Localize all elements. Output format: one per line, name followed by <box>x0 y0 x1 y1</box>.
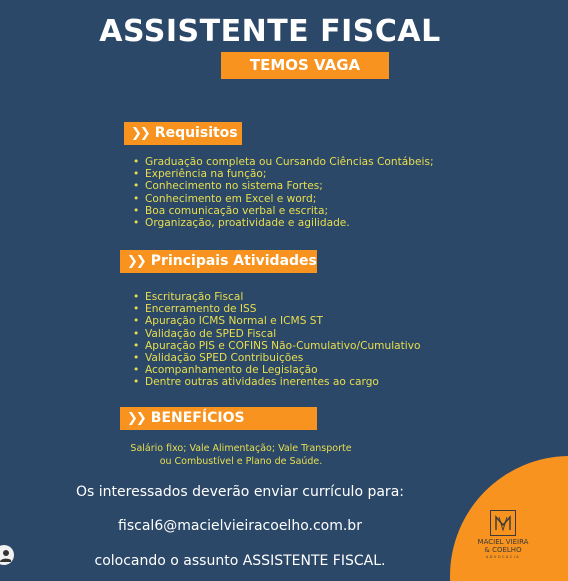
company-logo <box>466 510 540 559</box>
list-item: • Escrituração Fiscal <box>133 291 421 303</box>
contact-email: fiscal6@macielvieiracoelho.com.br <box>118 518 362 534</box>
double-chevron-right-icon: ❯❯ <box>127 411 145 426</box>
contact-subject: colocando o assunto ASSISTENTE FISCAL. <box>94 553 386 569</box>
logo-subtitle: ADVOCACIA <box>485 555 521 559</box>
list-item: • Validação de SPED Fiscal <box>133 328 421 340</box>
list-item: • Conhecimento em Excel e word; <box>133 193 434 205</box>
requisitos-header <box>124 122 242 145</box>
list-item: • Boa comunicação verbal e escrita; <box>133 205 434 217</box>
beneficios-line: ou Combustível e Plano de Saúde. <box>159 456 323 467</box>
page-title: ASSISTENTE FISCAL <box>99 14 441 49</box>
logo-name <box>466 538 540 554</box>
requisitos-list <box>133 156 434 229</box>
list-item: • Apuração PIS e COFINS Não-Cumulativo/Cumulativo <box>133 340 421 352</box>
beneficios-header <box>120 407 317 430</box>
list-item: • Dentre outras atividades inerentes ao cargo <box>133 376 421 388</box>
beneficios-line: Salário fixo; Vale Alimentação; Vale Transporte <box>130 443 352 454</box>
mv-monogram-icon <box>494 514 512 532</box>
atividades-header <box>120 250 317 273</box>
user-avatar-icon[interactable] <box>0 545 14 565</box>
atividades-heading: Principais Atividades <box>150 253 317 269</box>
list-item: • Encerramento de ISS <box>133 303 421 315</box>
vacancy-badge: TEMOS VAGA <box>221 52 389 79</box>
logo-name-line: MACIEL VIEIRA <box>477 538 529 546</box>
logo-name-line: & COELHO <box>484 546 522 554</box>
person-icon <box>0 548 11 562</box>
contact-instruction: Os interessados deverão enviar currículo para: <box>76 484 404 500</box>
atividades-list <box>133 291 421 389</box>
list-item: • Conhecimento no sistema Fortes; <box>133 180 434 192</box>
list-item: • Organização, proatividade e agilidade. <box>133 217 434 229</box>
beneficios-text <box>112 442 370 468</box>
double-chevron-right-icon: ❯❯ <box>127 254 145 269</box>
list-item: • Apuração ICMS Normal e ICMS ST <box>133 315 421 327</box>
logo-mark-icon <box>490 510 516 536</box>
list-item: • Experiência na função; <box>133 168 434 180</box>
list-item: • Graduação completa ou Cursando Ciências Contábeis; <box>133 156 434 168</box>
double-chevron-right-icon: ❯❯ <box>131 126 149 141</box>
list-item: • Validação SPED Contribuições <box>133 352 421 364</box>
list-item: • Acompanhamento de Legislação <box>133 364 421 376</box>
beneficios-heading: BENEFÍCIOS <box>150 410 245 426</box>
requisitos-heading: Requisitos <box>154 125 238 141</box>
